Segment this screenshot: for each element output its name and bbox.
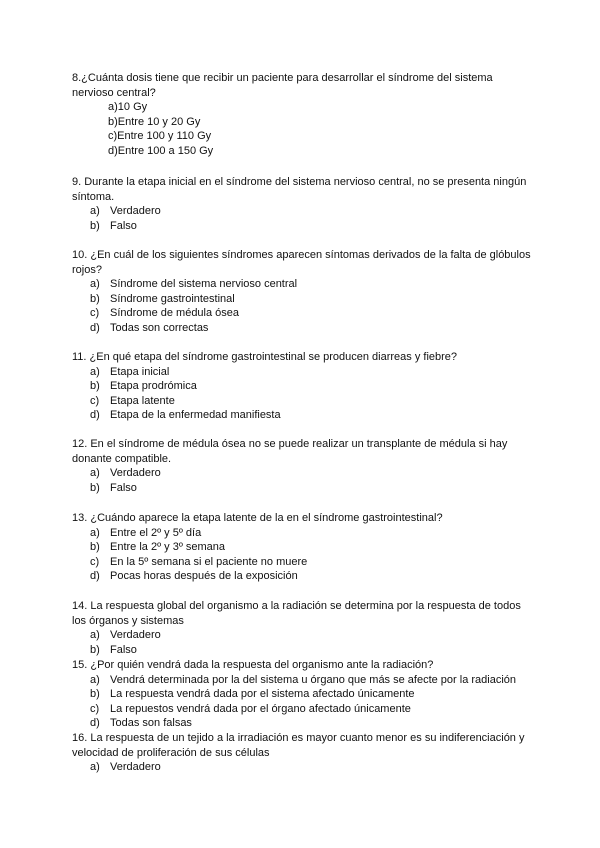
- option: [72, 687, 532, 702]
- option-label: d): [90, 570, 100, 583]
- options-list: [72, 673, 532, 731]
- option: [72, 540, 532, 555]
- option: [72, 306, 532, 321]
- option: [72, 555, 532, 570]
- option-text: Entre la 2º y 3º semana: [110, 541, 226, 554]
- option: [72, 526, 532, 541]
- option-text: La respuesta vendrá dada por el sistema afectado únicamente: [110, 688, 415, 701]
- option: [72, 100, 532, 115]
- option-label: c): [90, 394, 100, 407]
- question-15: [72, 658, 532, 731]
- option-text: Síndrome gastrointestinal: [110, 292, 235, 305]
- question-stem: 11. ¿En qué etapa del síndrome gastrointestinal se producen diarreas y fiebre?: [72, 351, 458, 363]
- option-text: b)Entre 10 y 20 Gy: [108, 115, 201, 128]
- option: [72, 481, 532, 496]
- option-text: Verdadero: [110, 205, 161, 218]
- option: [72, 144, 532, 159]
- option: [72, 129, 532, 144]
- option-text: Etapa latente: [110, 394, 175, 407]
- option-label: a): [90, 629, 100, 642]
- option-text: La repuestos vendrá dada por el órgano afectado únicamente: [110, 702, 411, 715]
- option-text: Falso: [110, 481, 137, 494]
- option: [72, 219, 532, 234]
- option-label: d): [90, 717, 100, 730]
- option-label: c): [90, 702, 100, 715]
- question-13: [72, 511, 532, 584]
- options-list: [72, 526, 532, 584]
- option-label: b): [90, 541, 100, 554]
- option: [72, 569, 532, 584]
- option-text: Etapa inicial: [110, 365, 170, 378]
- question-stem: 10. ¿En cuál de los siguientes síndromes aparecen síntomas derivados de la falta de glóbulos rojos?: [72, 249, 531, 276]
- question-16: [72, 731, 532, 775]
- option-label: a): [90, 365, 100, 378]
- question-9: [72, 175, 532, 233]
- option: [72, 292, 532, 307]
- option-text: c)Entre 100 y 110 Gy: [108, 130, 212, 143]
- options-list: [72, 628, 532, 657]
- option-label: a): [90, 278, 100, 291]
- option-text: Todas son falsas: [110, 717, 192, 730]
- question-stem: 16. La respuesta de un tejido a la irradiación es mayor cuanto menor es su indiferenciación y velocidad de proliferación de sus células: [72, 732, 525, 759]
- option-label: b): [90, 219, 100, 232]
- question-stem: 9. Durante la etapa inicial en el síndrome del sistema nervioso central, no se presenta ningún síntoma.: [72, 176, 527, 203]
- option-text: a)10 Gy: [108, 101, 148, 114]
- option-text: En la 5º semana si el paciente no muere: [110, 555, 308, 568]
- question-8: [72, 71, 532, 159]
- question-11: [72, 350, 532, 423]
- option: [72, 628, 532, 643]
- option: [72, 204, 532, 219]
- option-label: a): [90, 467, 100, 480]
- options-list: [72, 760, 532, 775]
- option: [72, 716, 532, 731]
- question-stem: 12. En el síndrome de médula ósea no se puede realizar un transplante de médula si hay donante compatible.: [72, 438, 508, 465]
- option-label: b): [90, 643, 100, 656]
- question-12: [72, 437, 532, 495]
- question-stem: 14. La respuesta global del organismo a la radiación se determina por la respuesta de todos los órganos y sistemas: [72, 600, 521, 627]
- question-14: [72, 599, 532, 657]
- options-list: [72, 466, 532, 495]
- option-text: Etapa prodrómica: [110, 380, 197, 393]
- option: [72, 394, 532, 409]
- option-text: d)Entre 100 a 150 Gy: [108, 144, 214, 157]
- options-list: [72, 100, 532, 158]
- option: [72, 702, 532, 717]
- option-text: Vendrá determinada por la del sistema u órgano que más se afecte por la radiación: [110, 673, 517, 686]
- question-stem: 8.¿Cuánta dosis tiene que recibir un paciente para desarrollar el síndrome del sistema nervioso central?: [72, 72, 493, 99]
- option-label: b): [90, 481, 100, 494]
- options-list: [72, 204, 532, 233]
- question-10: [72, 248, 532, 336]
- option: [72, 321, 532, 336]
- option-text: Todas son correctas: [110, 321, 209, 334]
- question-stem: 13. ¿Cuándo aparece la etapa latente de la en el síndrome gastrointestinal?: [72, 512, 443, 524]
- option-text: Verdadero: [110, 761, 161, 774]
- option-text: Falso: [110, 219, 137, 232]
- option: [72, 760, 532, 775]
- option-label: d): [90, 321, 100, 334]
- option: [72, 408, 532, 423]
- options-list: [72, 365, 532, 423]
- option-label: b): [90, 292, 100, 305]
- option-label: a): [90, 205, 100, 218]
- option-label: c): [90, 307, 100, 320]
- option-text: Falso: [110, 643, 137, 656]
- question-stem: 15. ¿Por quién vendrá dada la respuesta del organismo ante la radiación?: [72, 659, 434, 671]
- option-label: a): [90, 761, 100, 774]
- option-text: Etapa de la enfermedad manifiesta: [110, 409, 281, 422]
- options-list: [72, 277, 532, 335]
- option-text: Verdadero: [110, 467, 161, 480]
- option: [72, 277, 532, 292]
- option-text: Pocas horas después de la exposición: [110, 570, 298, 583]
- option-label: a): [90, 526, 100, 539]
- option-label: d): [90, 409, 100, 422]
- option-label: b): [90, 380, 100, 393]
- option-text: Entre el 2º y 5º día: [110, 526, 202, 539]
- option-text: Síndrome del sistema nervioso central: [110, 278, 298, 291]
- option: [72, 115, 532, 130]
- option: [72, 365, 532, 380]
- option-label: b): [90, 688, 100, 701]
- option-text: Verdadero: [110, 629, 161, 642]
- option-text: Síndrome de médula ósea: [110, 307, 240, 320]
- option: [72, 673, 532, 688]
- option: [72, 466, 532, 481]
- option-label: a): [90, 673, 100, 686]
- option: [72, 379, 532, 394]
- option-label: c): [90, 555, 100, 568]
- option: [72, 643, 532, 658]
